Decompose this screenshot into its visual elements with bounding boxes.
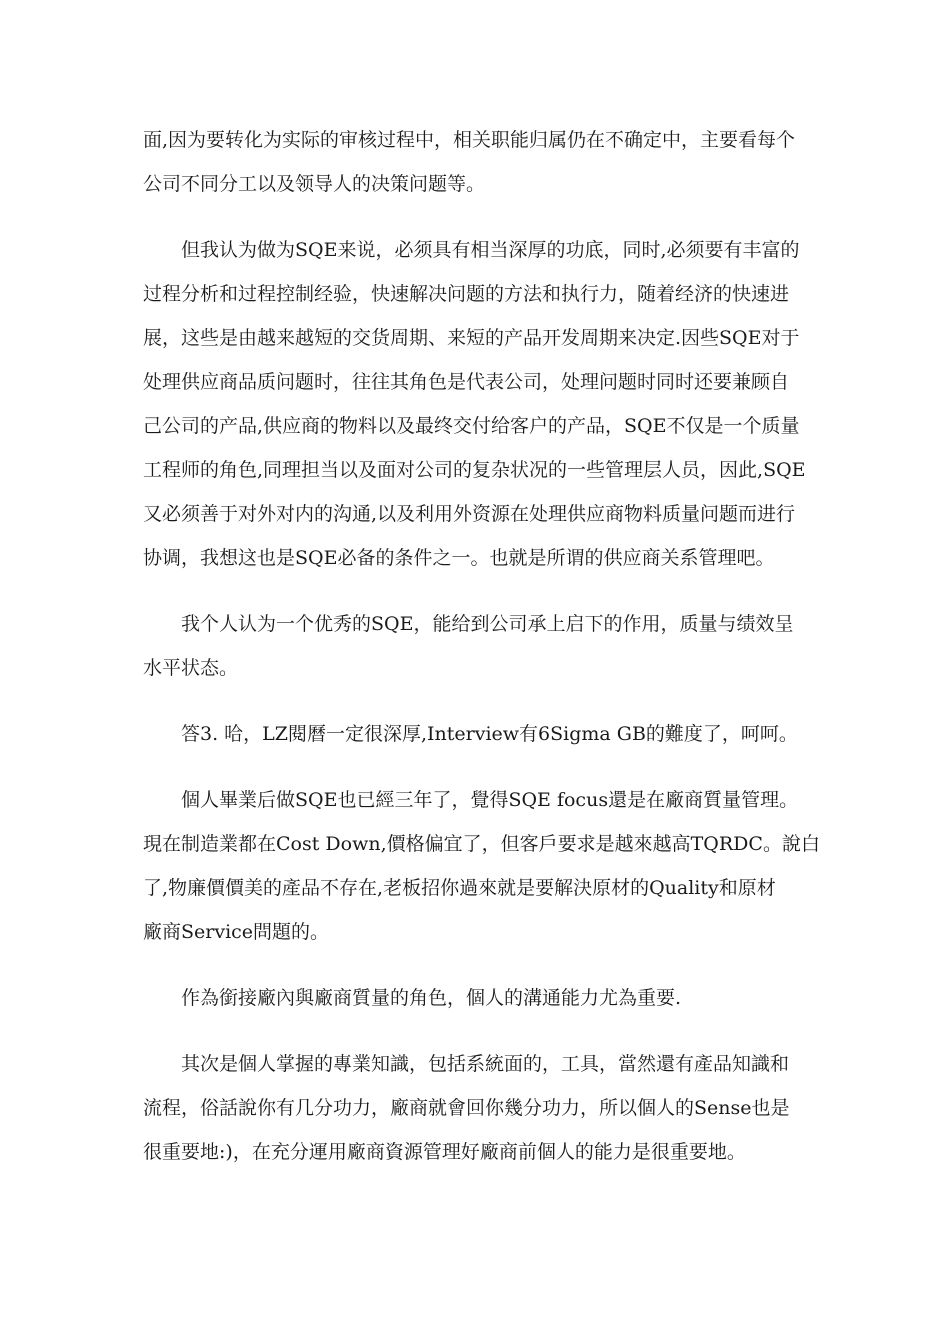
paragraph-6 [143, 976, 808, 1020]
paragraph-3 [143, 602, 808, 690]
text-line: 己公司的产品,供应商的物料以及最终交付给客户的产品，SQE不仅是一个质量 [143, 415, 800, 437]
paragraph-1 [143, 118, 808, 206]
document-body [143, 118, 820, 1196]
text-line: 工程师的角色,同理担当以及面对公司的复杂状况的一些管理层人员，因此,SQE [143, 459, 806, 481]
paragraph-4 [143, 712, 808, 756]
text-line: 流程，俗話說你有几分功力，廠商就會回你幾分功力，所以個人的Sense也是 [143, 1097, 790, 1119]
text-line: 协调，我想这也是SQE必备的条件之一。也就是所谓的供应商关系管理吧。 [143, 547, 775, 569]
text-line: 我个人认为一个优秀的SQE，能给到公司承上启下的作用，质量与绩效呈 [181, 613, 794, 635]
paragraph-5 [143, 778, 820, 954]
text-line: 其次是個人掌握的專業知識，包括系統面的，工具，當然還有產品知識和 [181, 1053, 790, 1075]
text-line: 水平状态。 [143, 657, 239, 679]
text-line: 面,因为要转化为实际的审核过程中，相关职能归属仍在不确定中，主要看每个 [143, 129, 796, 151]
text-line: 廠商Service問題的。 [143, 921, 330, 943]
text-line: 但我认为做为SQE来说，必须具有相当深厚的功底，同时,必须要有丰富的 [181, 239, 800, 261]
text-line: 展，这些是由越来越短的交货周期、来短的产品开发周期来决定.因些SQE对于 [143, 327, 800, 349]
text-line: 很重要地:)，在充分運用廠商資源管理好廠商前個人的能力是很重要地。 [143, 1141, 746, 1163]
text-line: 公司不同分工以及领导人的决策问题等。 [143, 173, 486, 195]
text-line: 答3. 哈，LZ閱曆一定很深厚,Interview有6Sigma GB的難度了，呵呵。 [181, 723, 798, 745]
paragraph-7 [143, 1042, 808, 1174]
text-line: 作為銜接廠內與廠商質量的角色，個人的溝通能力尤為重要. [181, 987, 682, 1009]
text-line: 個人畢業后做SQE也已經三年了，覺得SQE focus還是在廠商質量管理。 [181, 789, 799, 811]
text-line: 处理供应商品质问题时，往往其角色是代表公司，处理问题时同时还要兼顾自 [143, 371, 790, 393]
text-line: 現在制造業都在Cost Down,價格偏宜了，但客戶要求是越來越高TQRDC。說白 [143, 833, 820, 855]
text-line: 又必须善于对外对内的沟通,以及利用外资源在处理供应商物料质量问题而进行 [143, 503, 796, 525]
text-line: 过程分析和过程控制经验，快速解决问题的方法和执行力，随着经济的快速进 [143, 283, 790, 305]
text-line: 了,物廉價價美的產品不存在,老板招你過來就是要解決原材的Quality和原材 [143, 877, 776, 899]
paragraph-2 [143, 228, 808, 580]
